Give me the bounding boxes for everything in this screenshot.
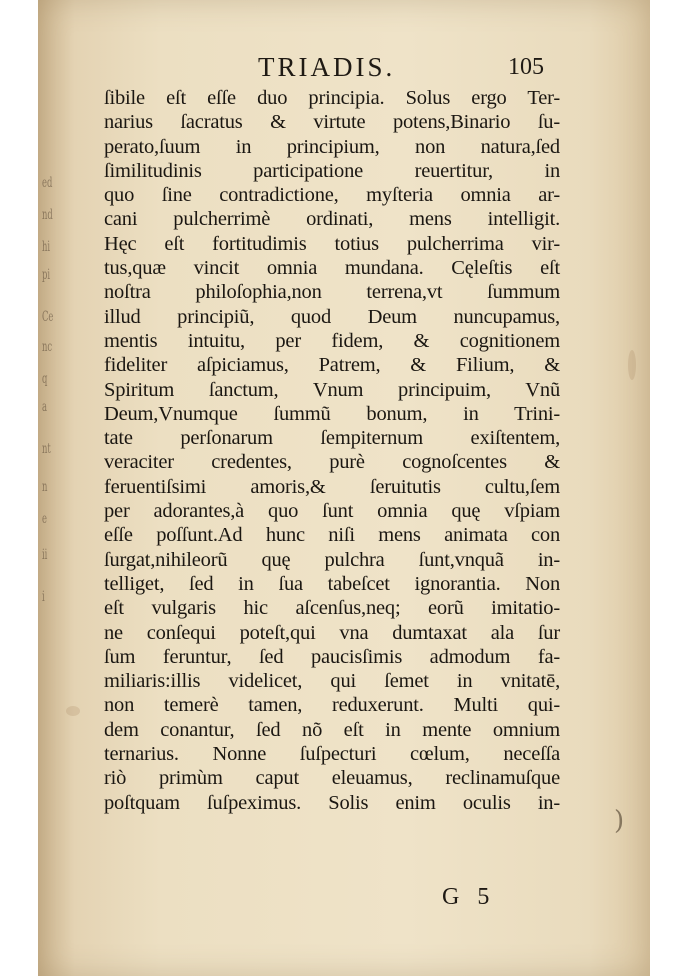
text-line: eſſe poſſunt.Ad hunc niſi mens animata con bbox=[104, 524, 560, 547]
text-line: tus,quæ vincit omnia mundana. Cęleſtis eſt bbox=[104, 257, 560, 280]
text-line: veraciter credentes, purè cognoſcentes & bbox=[104, 451, 560, 474]
text-line: perato,ſuum in principium, non natura,ſed bbox=[104, 135, 560, 158]
text-line: riò primùm caput eleuamus, reclinamuſque bbox=[104, 767, 560, 790]
text-line: illud principiũ, quod Deum nuncupamus, bbox=[104, 305, 560, 328]
paper-stain bbox=[628, 350, 636, 380]
text-line: Hęc eſt fortitudimis totius pulcherrima vir- bbox=[104, 232, 560, 255]
page-number: 105 bbox=[508, 54, 544, 80]
text-line: narius ſacratus & virtute potens,Binario ſu- bbox=[104, 111, 560, 134]
book-page bbox=[38, 0, 650, 976]
bleed-mark: nd bbox=[42, 207, 53, 223]
text-line: poſtquam ſuſpeximus. Solis enim oculis in- bbox=[104, 791, 560, 814]
text-line: dem conantur, ſed nõ eſt in mente omnium bbox=[104, 718, 560, 741]
body-text bbox=[104, 86, 560, 815]
bleed-mark: ed bbox=[42, 175, 53, 191]
text-line: cani pulcherrimè ordinati, mens intelligit. bbox=[104, 208, 560, 231]
text-line: ne conſequi poteſt,qui vna dumtaxat ala ſur bbox=[104, 621, 560, 644]
text-line: per adorantes,à quo ſunt omnia quę vſpiam bbox=[104, 500, 560, 523]
bleed-mark: ii bbox=[42, 547, 48, 563]
text-line: non temerè tamen, reduxerunt. Multi qui- bbox=[104, 694, 560, 717]
bleed-mark: a bbox=[42, 399, 48, 415]
bleed-mark: Ce bbox=[42, 309, 54, 325]
text-line: ſibile eſt eſſe duo principia. Solus ergo Ter- bbox=[104, 87, 560, 109]
text-line: Spiritum ſanctum, Vnum principuim, Vnũ bbox=[104, 378, 560, 401]
signature-mark: G 5 bbox=[442, 884, 496, 910]
text-line: fideliter aſpiciamus, Patrem, & Filium, & bbox=[104, 354, 560, 377]
text-line: noſtra philoſophia,non terrena,vt ſummum bbox=[104, 281, 560, 304]
bleed-mark: pi bbox=[42, 267, 51, 283]
text-line: telliget, ſed in ſua tabeſcet ignorantia. Non bbox=[104, 572, 560, 595]
text-line: feruentiſsimi amoris,& ſeruitutis cultu,ſem bbox=[104, 475, 560, 498]
text-line: ſum feruntur, ſed paucisſimis admodum fa- bbox=[104, 645, 560, 668]
text-line: eſt vulgaris hic aſcenſus,neq; eorũ imitatio- bbox=[104, 597, 560, 620]
text-line: ſurgat,nihileorũ quę pulchra ſunt,vnquã in- bbox=[104, 548, 560, 571]
paper-stain bbox=[66, 706, 80, 716]
margin-mark: ) bbox=[614, 806, 625, 836]
bleed-mark: nt bbox=[42, 441, 51, 457]
bleed-through-margin bbox=[40, 160, 70, 630]
bleed-mark: i bbox=[42, 589, 45, 605]
bleed-mark: e bbox=[42, 511, 47, 527]
text-line: tate perſonarum ſempiternum exiſtentem, bbox=[104, 427, 560, 450]
page-header bbox=[38, 52, 650, 82]
running-title: TRIADIS. bbox=[258, 52, 396, 82]
bleed-mark: n bbox=[42, 479, 48, 495]
text-line: quo ſine contradictione, myſteria omnia ar- bbox=[104, 184, 560, 207]
bleed-mark: q bbox=[42, 371, 48, 387]
text-line: Deum,Vnumque ſummũ bonum, in Trini- bbox=[104, 402, 560, 425]
bleed-mark: nc bbox=[42, 339, 53, 355]
text-line: ſimilitudinis participatione reuertitur, in bbox=[104, 159, 560, 182]
text-line: mentis intuitu, per fidem, & cognitionem bbox=[104, 329, 560, 352]
bleed-mark: hi bbox=[42, 239, 51, 255]
text-line: miliaris:illis videlicet, qui ſemet in vnitatē, bbox=[104, 670, 560, 693]
text-line: ternarius. Nonne ſuſpecturi cœlum, neceſſa bbox=[104, 743, 560, 766]
